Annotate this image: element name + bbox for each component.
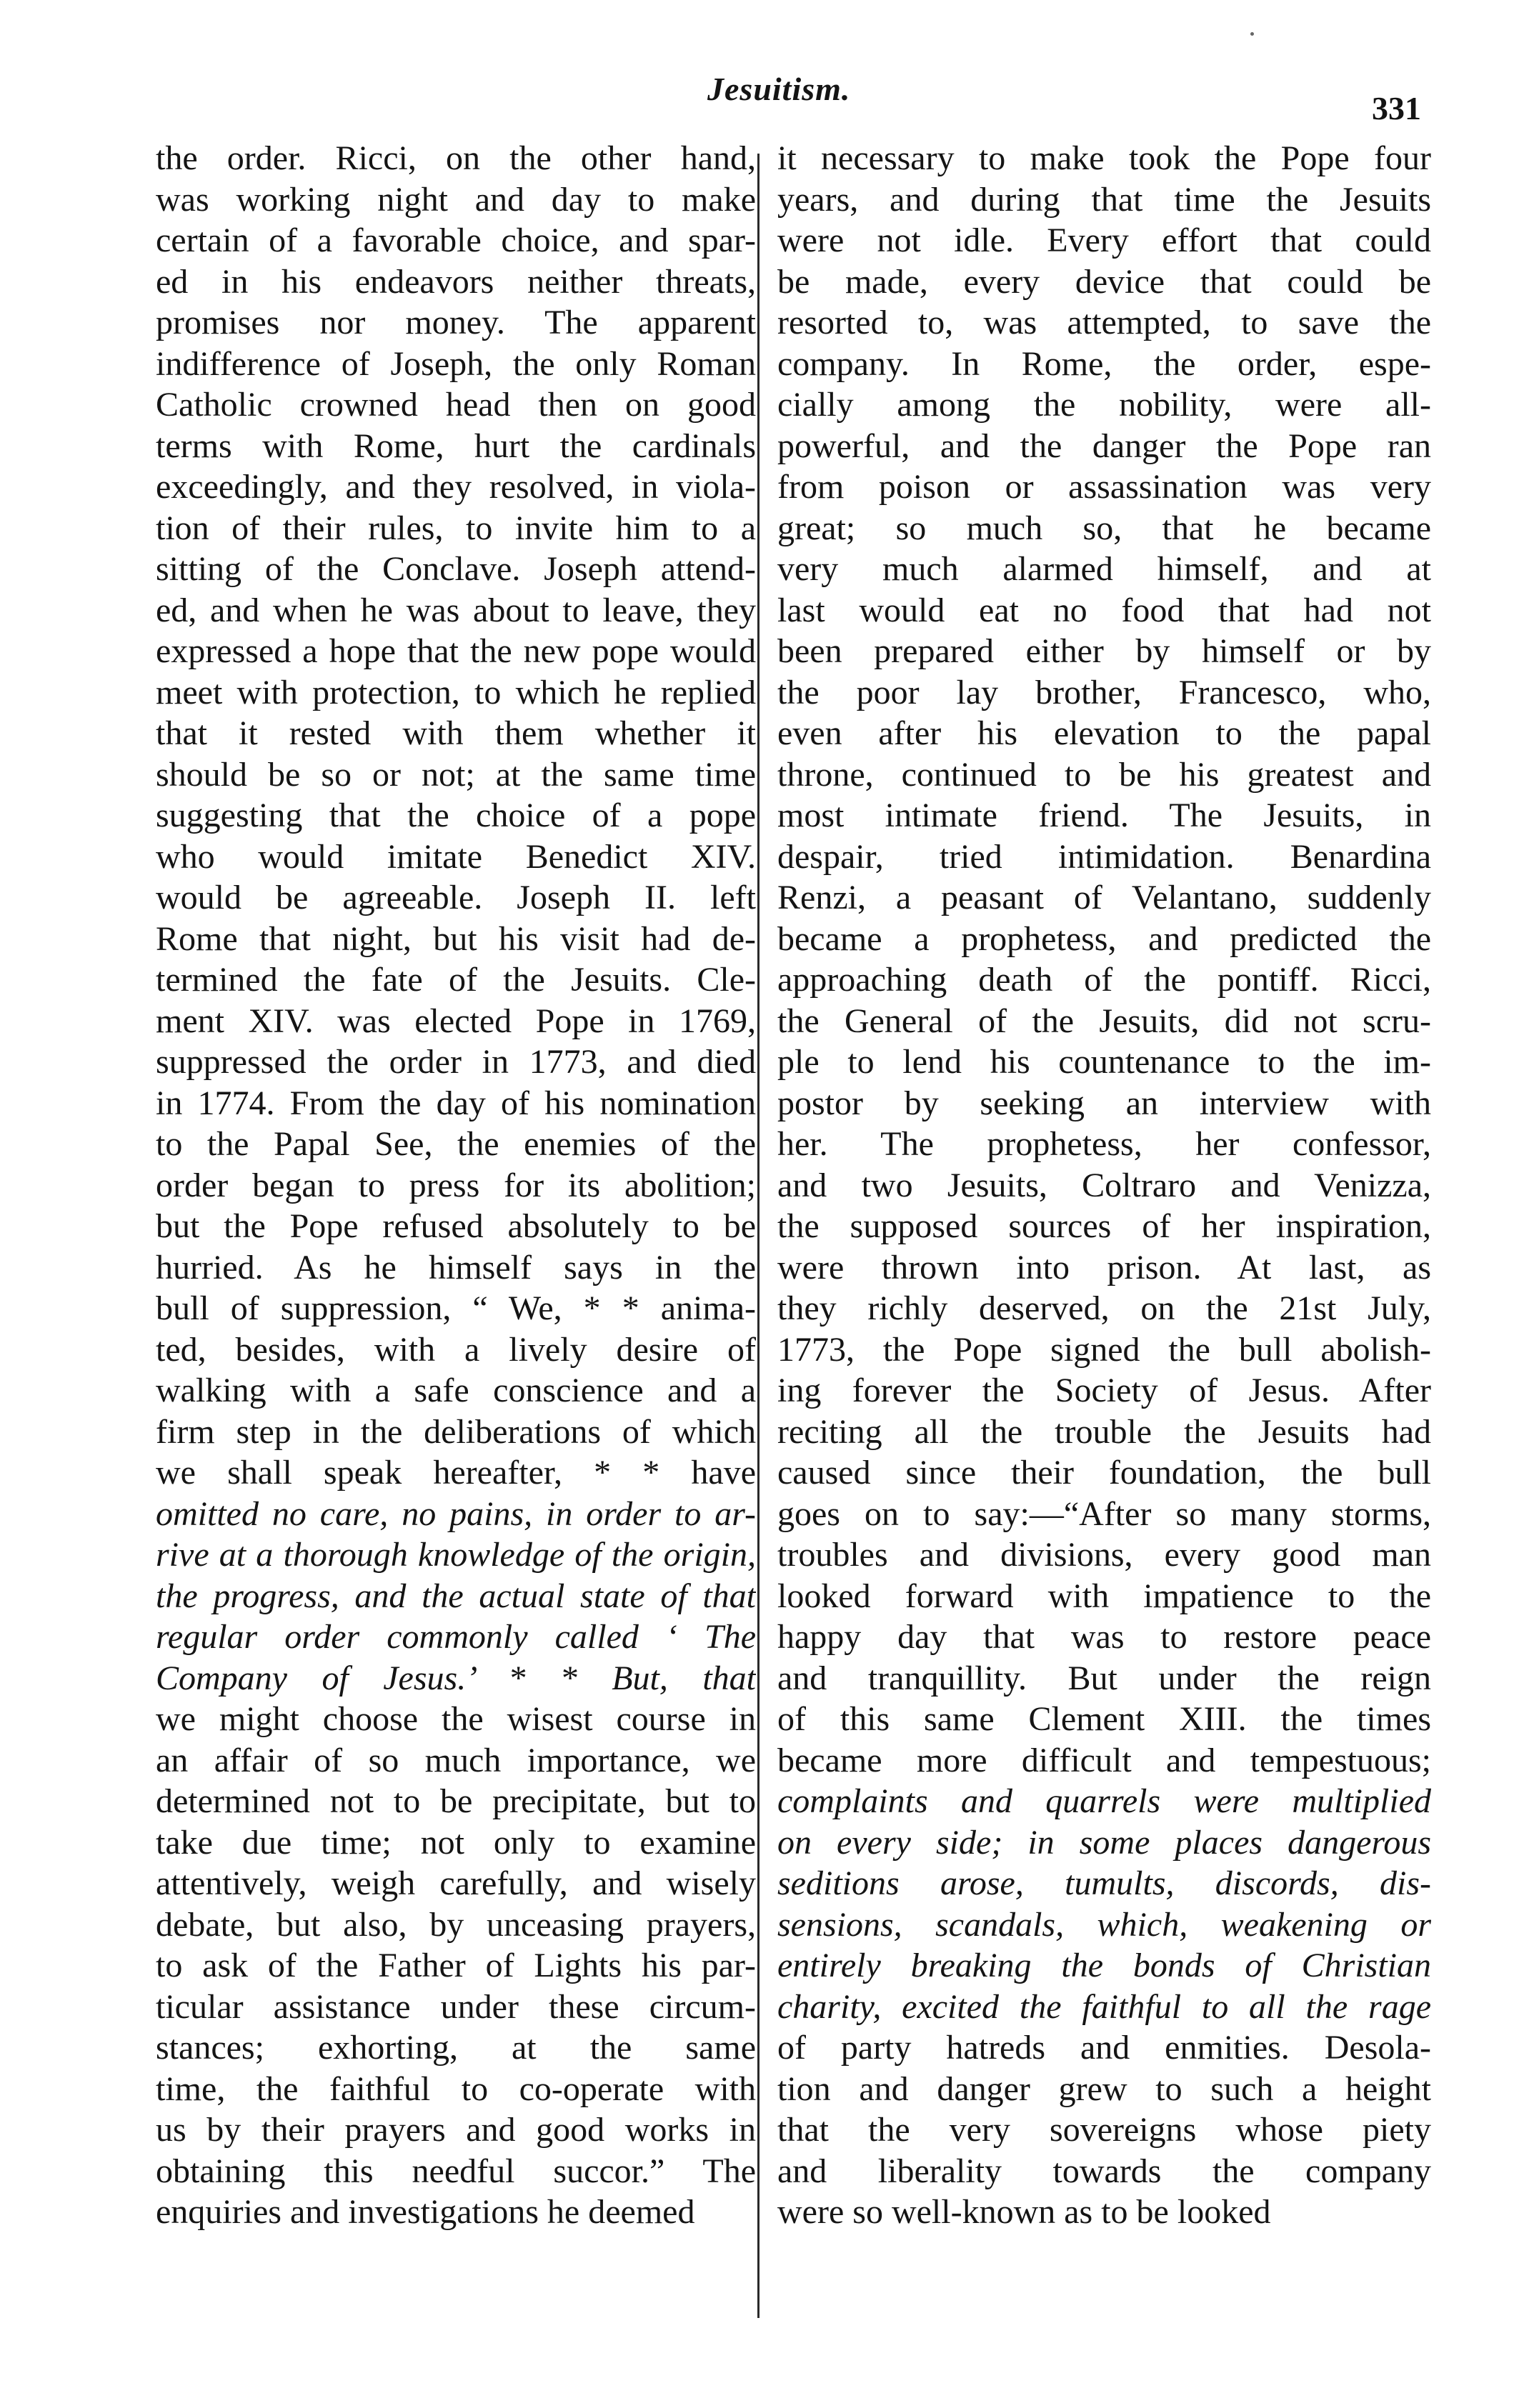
text-line: powerful, and the danger the Pope ran: [777, 426, 1431, 465]
text-line: her. The prophetess, her confessor,: [777, 1125, 1431, 1163]
text-line: the poor lay brother, Francesco, who,: [777, 673, 1431, 711]
text-line: troubles and divisions, every good man: [777, 1536, 1431, 1574]
text-line: great; so much so, that he became: [777, 509, 1431, 547]
text-line: entirely breaking the bonds of Christian: [777, 1947, 1431, 1984]
text-line: enquiries and investigations he deemed: [156, 2193, 695, 2231]
text-line: hurried. As he himself says in the: [156, 1248, 756, 1287]
text-line: expressed a hope that the new pope would: [156, 632, 756, 670]
text-line: to ask of the Father of Lights his par-: [156, 1947, 756, 1984]
text-line: indifference of Joseph, the only Roman: [156, 344, 756, 383]
text-line: order began to press for its abolition;: [156, 1166, 756, 1204]
text-line: years, and during that time the Jesuits: [777, 180, 1431, 219]
text-line: should be so or not; at the same time: [156, 755, 756, 794]
text-line: ing forever the Society of Jesus. After: [777, 1372, 1431, 1409]
text-line: sensions, scandals, which, weakening or: [777, 1905, 1431, 1944]
page-number: 331: [1372, 90, 1421, 126]
text-line: even after his elevation to the papal: [777, 714, 1431, 752]
text-line: they richly deserved, on the 21st July,: [777, 1289, 1431, 1327]
text-line: cially among the nobility, were all-: [777, 386, 1431, 424]
text-line: regular order commonly called ‘ The: [156, 1618, 756, 1656]
text-line: ed in his endeavors neither threats,: [156, 262, 756, 301]
text-line: in 1774. From the day of his nomination: [156, 1084, 756, 1122]
text-line: ment XIV. was elected Pope in 1769,: [156, 1001, 756, 1040]
text-line: been prepared either by himself or by: [777, 632, 1431, 670]
text-line: time, the faithful to co-operate with: [156, 2069, 756, 2108]
text-line: we shall speak hereafter, * * have: [156, 1454, 756, 1492]
text-line: it necessary to make took the Pope four: [777, 139, 1431, 177]
text-line: rive at a thorough knowledge of the origin,: [156, 1536, 756, 1574]
text-line: would be agreeable. Joseph II. left: [156, 879, 756, 916]
text-line: to the Papal See, the enemies of the: [156, 1125, 756, 1163]
left-column: [156, 138, 756, 2233]
text-line: resorted to, was attempted, to save the: [777, 304, 1431, 341]
text-line: termined the fate of the Jesuits. Cle-: [156, 961, 756, 999]
text-line: suppressed the order in 1773, and died: [156, 1043, 756, 1081]
text-line: that it rested with them whether it: [156, 714, 756, 752]
text-line: Renzi, a peasant of Velantano, suddenly: [777, 879, 1431, 916]
text-line: postor by seeking an interview with: [777, 1084, 1431, 1122]
text-line: on every side; in some places dangerous: [777, 1823, 1431, 1862]
column-divider: [757, 154, 759, 2318]
text-line: throne, continued to be his greatest and: [777, 755, 1431, 794]
text-line: suggesting that the choice of a pope: [156, 796, 756, 834]
text-line: and tranquillity. But under the reign: [777, 1659, 1431, 1697]
text-line: meet with protection, to which he replied: [156, 673, 756, 711]
text-line: happy day that was to restore peace: [777, 1618, 1431, 1656]
text-line: looked forward with impatience to the: [777, 1577, 1431, 1615]
text-line: was working night and day to make: [156, 180, 756, 219]
text-line: we might choose the wisest course in: [156, 1700, 756, 1738]
text-line: reciting all the trouble the Jesuits had: [777, 1412, 1431, 1451]
text-line: became more difficult and tempestuous;: [777, 1741, 1431, 1779]
right-column: [777, 138, 1431, 2233]
text-line: of this same Clement XIII. the times: [777, 1700, 1431, 1738]
text-line: stances; exhorting, at the same: [156, 2029, 756, 2067]
text-line: but the Pope refused absolutely to be: [156, 1207, 756, 1245]
text-line: be made, every device that could be: [777, 262, 1431, 301]
text-line: bull of suppression, “ We, * * anima-: [156, 1289, 756, 1327]
page-speck: [1250, 32, 1254, 36]
text-line: and two Jesuits, Coltraro and Venizza,: [777, 1166, 1431, 1204]
text-line: an affair of so much importance, we: [156, 1741, 756, 1779]
text-line: Company of Jesus.’ * * But, that: [156, 1659, 756, 1697]
text-line: caused since their foundation, the bull: [777, 1454, 1431, 1492]
text-line: tion and danger grew to such a height: [777, 2069, 1431, 2108]
text-line: omitted no care, no pains, in order to ar-: [156, 1494, 756, 1533]
text-line: tion of their rules, to invite him to a: [156, 509, 756, 547]
text-line: from poison or assassination was very: [777, 468, 1431, 506]
text-line: the supposed sources of her inspiration,: [777, 1207, 1431, 1245]
text-line: seditions arose, tumults, discords, dis-: [777, 1864, 1431, 1902]
text-line: who would imitate Benedict XIV.: [156, 837, 756, 876]
text-line: were so well-known as to be looked: [777, 2193, 1271, 2231]
text-line: Rome that night, but his visit had de-: [156, 919, 756, 958]
text-line: were not idle. Every effort that could: [777, 221, 1431, 259]
text-line: despair, tried intimidation. Benardina: [777, 837, 1431, 876]
text-line: most intimate friend. The Jesuits, in: [777, 796, 1431, 834]
text-line: the progress, and the actual state of that: [156, 1577, 756, 1615]
text-line: were thrown into prison. At last, as: [777, 1248, 1431, 1287]
text-line: of party hatreds and enmities. Desola-: [777, 2029, 1431, 2067]
running-header: Jesuitism.: [707, 71, 851, 107]
text-line: charity, excited the faithful to all the rage: [777, 1987, 1431, 2026]
text-line: ed, and when he was about to leave, they: [156, 591, 756, 629]
text-line: walking with a safe conscience and a: [156, 1372, 756, 1409]
text-line: became a prophetess, and predicted the: [777, 919, 1431, 958]
text-line: that the very sovereigns whose piety: [777, 2111, 1431, 2149]
text-line: determined not to be precipitate, but to: [156, 1782, 756, 1820]
text-line: debate, but also, by unceasing prayers,: [156, 1905, 756, 1944]
text-line: exceedingly, and they resolved, in viola-: [156, 468, 756, 506]
text-line: and liberality towards the company: [777, 2152, 1431, 2190]
text-line: terms with Rome, hurt the cardinals: [156, 426, 756, 465]
text-line: Catholic crowned head then on good: [156, 386, 756, 424]
text-line: the General of the Jesuits, did not scru-: [777, 1001, 1431, 1040]
text-line: ticular assistance under these circum-: [156, 1987, 756, 2026]
text-line: the order. Ricci, on the other hand,: [156, 139, 756, 177]
text-line: promises nor money. The apparent: [156, 304, 756, 341]
text-line: us by their prayers and good works in: [156, 2111, 756, 2149]
text-line: approaching death of the pontiff. Ricci,: [777, 961, 1431, 999]
text-line: company. In Rome, the order, espe-: [777, 344, 1431, 383]
text-line: last would eat no food that had not: [777, 591, 1431, 629]
text-line: certain of a favorable choice, and spar-: [156, 221, 756, 259]
text-line: ted, besides, with a lively desire of: [156, 1330, 756, 1369]
text-line: take due time; not only to examine: [156, 1823, 756, 1862]
text-line: 1773, the Pope signed the bull abolish-: [777, 1330, 1431, 1369]
text-line: ple to lend his countenance to the im-: [777, 1043, 1431, 1081]
text-line: attentively, weigh carefully, and wisely: [156, 1864, 756, 1902]
text-line: goes on to say:—“After so many storms,: [777, 1494, 1431, 1533]
text-line: very much alarmed himself, and at: [777, 550, 1431, 588]
text-line: obtaining this needful succor.” The: [156, 2152, 756, 2190]
text-line: sitting of the Conclave. Joseph attend-: [156, 550, 756, 588]
text-line: firm step in the deliberations of which: [156, 1412, 756, 1451]
text-line: complaints and quarrels were multiplied: [777, 1782, 1431, 1820]
